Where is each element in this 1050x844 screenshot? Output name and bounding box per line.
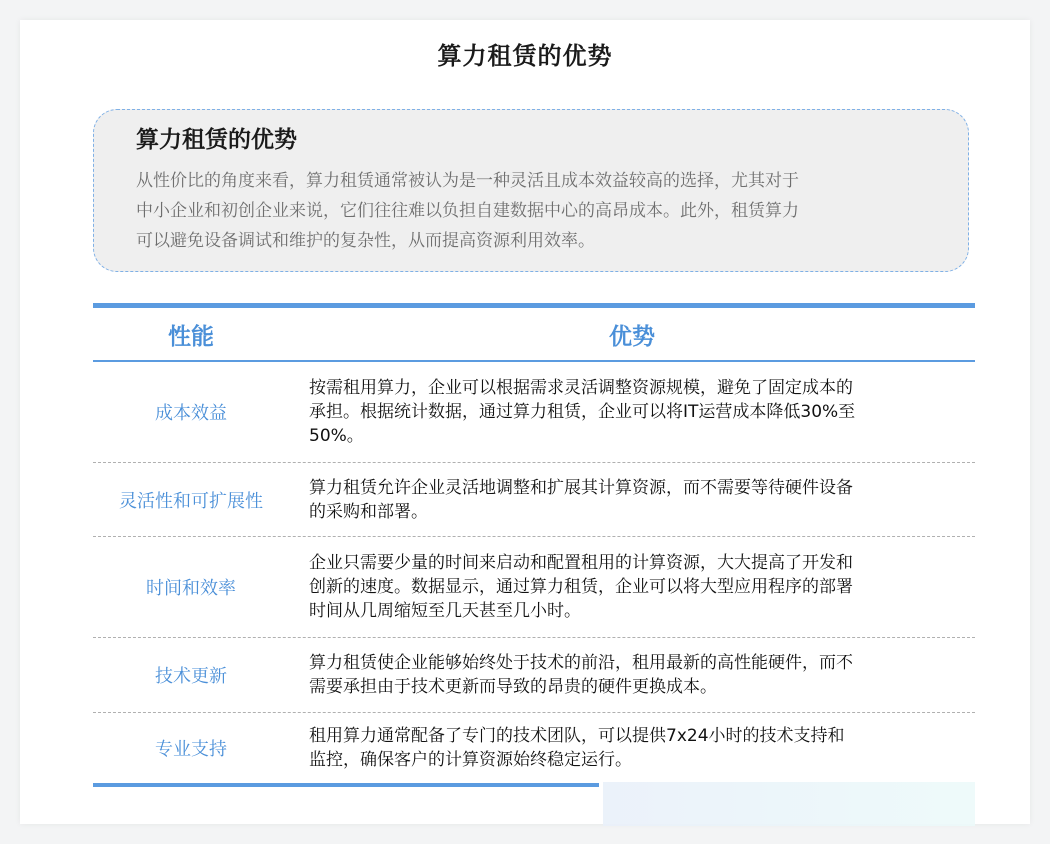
table-header-row: [93, 308, 975, 362]
row-text: [289, 476, 975, 524]
table-row: [93, 537, 975, 638]
row-line: 创新的速度。数据显示，通过算力租赁，企业可以将大型应用程序的部署: [309, 577, 853, 597]
row-text: [289, 376, 975, 448]
row-label-time: 时间和效率: [146, 578, 236, 599]
row-line: 企业只需要少量的时间来启动和配置租用的计算资源，大大提高了开发和: [309, 553, 853, 573]
decorative-fade: [603, 782, 975, 826]
table-row: [93, 362, 975, 463]
row-line: 承担。根据统计数据，通过算力租赁，企业可以将IT运营成本降低30%至: [309, 402, 856, 422]
row-text: [289, 724, 975, 772]
table-bottom-rule: [93, 783, 599, 787]
row-line: 50%。: [309, 426, 364, 446]
row-text: [289, 651, 975, 699]
table-row: [93, 638, 975, 713]
table-row: [93, 713, 975, 783]
intro-line: 可以避免设备调试和维护的复杂性，从而提高资源利用效率。: [136, 231, 595, 251]
row-label-tech: 技术更新: [155, 666, 227, 687]
row-label-support: 专业支持: [155, 739, 227, 760]
row-label-cost: 成本效益: [155, 403, 227, 424]
row-line: 时间从几周缩短至几天甚至几小时。: [309, 601, 581, 621]
header-advantage: 优势: [609, 323, 655, 350]
intro-box: [93, 109, 969, 272]
intro-heading: 算力租赁的优势: [136, 127, 297, 153]
header-performance: 性能: [168, 323, 214, 350]
row-line: 算力租赁使企业能够始终处于技术的前沿，租用最新的高性能硬件，而不: [309, 653, 853, 673]
row-line: 需要承担由于技术更新而导致的昂贵的硬件更换成本。: [309, 677, 717, 697]
page-title: 算力租赁的优势: [437, 42, 613, 70]
row-label-flexibility: 灵活性和可扩展性: [119, 490, 263, 512]
content-card: [20, 20, 1030, 824]
table-row: [93, 463, 975, 537]
intro-line: 从性价比的角度来看，算力租赁通常被认为是一种灵活且成本效益较高的选择，尤其对于: [136, 171, 799, 191]
row-line: 按需租用算力，企业可以根据需求灵活调整资源规模，避免了固定成本的: [309, 378, 853, 398]
intro-line: 中小企业和初创企业来说，它们往往难以负担自建数据中心的高昂成本。此外，租赁算力: [136, 201, 799, 221]
intro-paragraph: [136, 166, 928, 256]
advantages-table: [93, 303, 975, 787]
row-text: [289, 551, 975, 623]
row-line: 算力租赁允许企业灵活地调整和扩展其计算资源，而不需要等待硬件设备: [309, 477, 853, 498]
row-line: 的采购和部署。: [309, 501, 428, 522]
row-line: 租用算力通常配备了专门的技术团队，可以提供7x24小时的技术支持和: [309, 726, 845, 746]
row-line: 监控，确保客户的计算资源始终稳定运行。: [309, 750, 632, 770]
